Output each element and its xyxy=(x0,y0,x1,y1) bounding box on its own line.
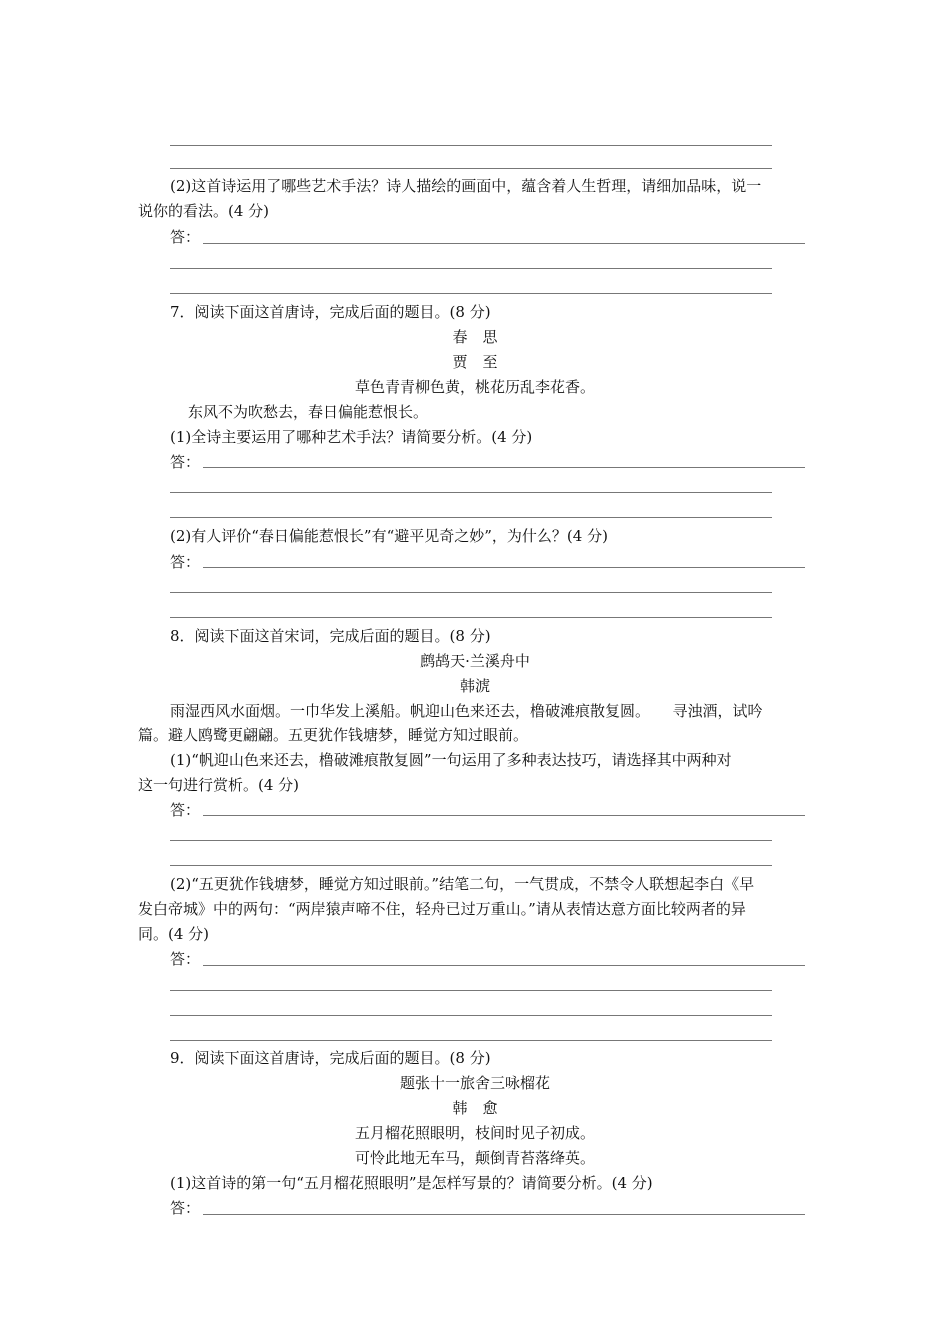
poem-author: 贾 至 xyxy=(452,353,498,371)
question-heading: 8．阅读下面这首宋词，完成后面的题目。(8 分) xyxy=(170,627,491,645)
answer-line[interactable] xyxy=(203,1214,805,1215)
poem-line: 五月榴花照眼明，枝间时见子初成。 xyxy=(354,1124,595,1142)
answer-line xyxy=(170,168,772,169)
poem-title: 鹧鸪天·兰溪舟中 xyxy=(420,652,530,670)
answer-line[interactable] xyxy=(203,965,805,966)
sub-question: 同。(4 分) xyxy=(138,925,210,943)
answer-line[interactable] xyxy=(203,467,805,468)
answer-line[interactable] xyxy=(170,1015,772,1016)
poem-line: 可怜此地无车马，颠倒青苔落绛英。 xyxy=(354,1149,595,1167)
answer-label: 答： xyxy=(170,228,201,246)
answer-line[interactable] xyxy=(170,840,772,841)
answer-line[interactable] xyxy=(170,617,772,618)
sub-question: (1)这首诗的第一句“五月榴花照眼明”是怎样写景的？请简要分析。(4 分) xyxy=(170,1174,653,1192)
answer-line[interactable] xyxy=(170,293,772,294)
question-text: (2)这首诗运用了哪些艺术手法？诗人描绘的画面中，蕴含着人生哲理，请细加品味，说一 xyxy=(170,177,762,195)
question-heading: 7．阅读下面这首唐诗，完成后面的题目。(8 分) xyxy=(170,303,491,321)
sub-question: (1)全诗主要运用了哪种艺术手法？请简要分析。(4 分) xyxy=(170,428,533,446)
answer-label: 答： xyxy=(170,950,201,968)
answer-line[interactable] xyxy=(170,1040,772,1041)
question-heading: 9．阅读下面这首唐诗，完成后面的题目。(8 分) xyxy=(170,1049,491,1067)
answer-line[interactable] xyxy=(203,243,805,244)
answer-line[interactable] xyxy=(203,815,805,816)
answer-line[interactable] xyxy=(170,592,772,593)
answer-line[interactable] xyxy=(170,268,772,269)
answer-line[interactable] xyxy=(170,990,772,991)
answer-label: 答： xyxy=(170,453,201,471)
sub-question: 发白帝城》中的两句：“两岸猿声啼不住，轻舟已过万重山。”请从表情达意方面比较两者的异 xyxy=(138,900,746,918)
poem-paragraph: 雨湿西风水面烟。一巾华发上溪船。帆迎山色来还去，橹破滩痕散复圆。 寻浊酒，试吟 xyxy=(170,702,763,720)
poem-title: 题张十一旅舍三咏榴花 xyxy=(399,1074,550,1092)
poem-line: 东风不为吹愁去，春日偏能惹恨长。 xyxy=(188,403,429,421)
answer-label: 答： xyxy=(170,801,201,819)
poem-paragraph: 篇。避人鸥鹭更翩翩。五更犹作钱塘梦，睡觉方知过眼前。 xyxy=(138,726,529,744)
answer-line xyxy=(170,145,772,146)
answer-label: 答： xyxy=(170,1199,201,1217)
sub-question: (2)“五更犹作钱塘梦，睡觉方知过眼前。”结笔二句，一气贯成，不禁令人联想起李白《早 xyxy=(170,875,755,893)
poem-line: 草色青青柳色黄，桃花历乱李花香。 xyxy=(354,378,595,396)
sub-question: 这一句进行赏析。(4 分) xyxy=(138,776,300,794)
sub-question: (1)“帆迎山色来还去，橹破滩痕散复圆”一句运用了多种表达技巧，请选择其中两种对 xyxy=(170,751,732,769)
answer-line[interactable] xyxy=(170,492,772,493)
poem-title: 春 思 xyxy=(452,328,498,346)
sub-question: (2)有人评价“春日偏能惹恨长”有“避平见奇之妙”，为什么？(4 分) xyxy=(170,527,608,545)
answer-line[interactable] xyxy=(170,865,772,866)
answer-label: 答： xyxy=(170,553,201,571)
poem-author: 韩淲 xyxy=(459,677,490,695)
poem-author: 韩 愈 xyxy=(452,1099,498,1117)
question-text: 说你的看法。(4 分) xyxy=(138,202,270,220)
answer-line[interactable] xyxy=(203,567,805,568)
answer-line[interactable] xyxy=(170,517,772,518)
